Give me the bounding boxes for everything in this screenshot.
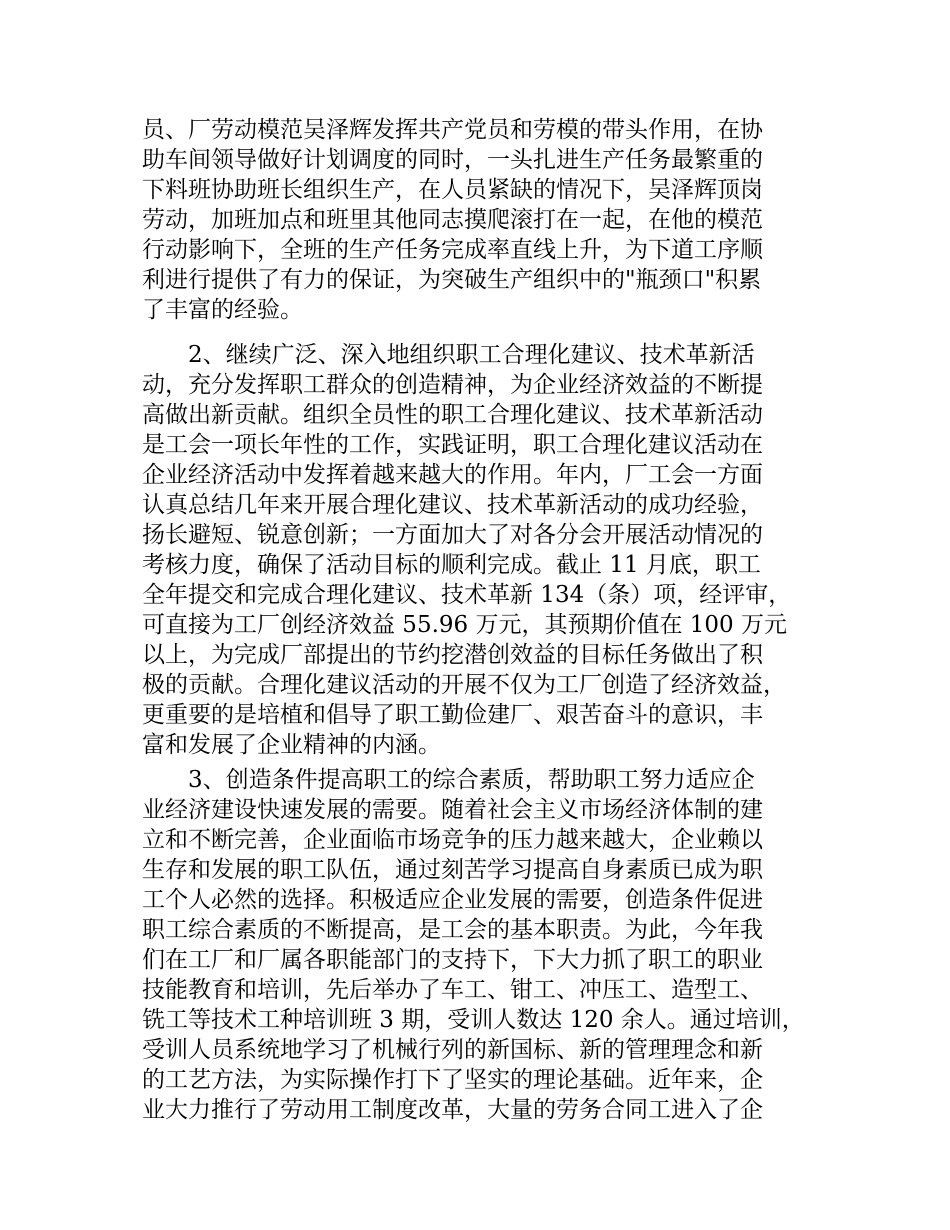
text-line: 铣工等技术工种培训班 3 期，受训人数达 120 余人。通过培训， (142, 1007, 805, 1033)
text-line: 2、继续广泛、深入地组织职工合理化建议、技术革新活 (142, 342, 755, 368)
text-line: 们在工厂和厂属各职能部门的支持下，下大力抓了职工的职业 (142, 947, 763, 973)
text-line: 业大力推行了劳动用工制度改革，大量的劳务合同工进入了企 (142, 1097, 763, 1123)
text-line: 富和发展了企业精神的内涵。 (142, 732, 441, 758)
text-line: 生存和发展的职工队伍，通过刻苦学习提高自身素质已成为职 (142, 857, 763, 883)
text-line: 下料班协助班长组织生产，在人员紧缺的情况下，吴泽辉顶岗 (142, 177, 763, 203)
text-line: 认真总结几年来开展合理化建议、技术革新活动的成功经验， (142, 492, 763, 518)
paragraph-3 (142, 765, 832, 1125)
text-line: 立和不断完善，企业面临市场竞争的压力越来越大，企业赖以 (142, 827, 763, 853)
text-line: 是工会一项长年性的工作，实践证明，职工合理化建议活动在 (142, 432, 763, 458)
text-line: 员、厂劳动模范吴泽辉发挥共产党员和劳模的带头作用，在协 (142, 117, 763, 143)
text-line: 了丰富的经验。 (142, 297, 303, 323)
text-line: 业经济建设快速发展的需要。随着社会主义市场经济体制的建 (142, 797, 763, 823)
text-line: 助车间领导做好计划调度的同时，一头扎进生产任务最繁重的 (142, 147, 763, 173)
text-line: 企业经济活动中发挥着越来越大的作用。年内，厂工会一方面 (142, 462, 763, 488)
text-line: 高做出新贡献。组织全员性的职工合理化建议、技术革新活动 (142, 402, 763, 428)
text-line: 更重要的是培植和倡导了职工勤俭建厂、艰苦奋斗的意识，丰 (142, 702, 763, 728)
text-line: 可直接为工厂创经济效益 55.96 万元，其预期价值在 100 万元 (142, 612, 787, 638)
text-line: 工个人必然的选择。积极适应企业发展的需要，创造条件促进 (142, 887, 763, 913)
text-line: 考核力度，确保了活动目标的顺利完成。截止 11 月底，职工 (142, 552, 761, 578)
text-line: 利进行提供了有力的保证，为突破生产组织中的"瓶颈口"积累 (142, 267, 762, 293)
text-line: 极的贡献。合理化建议活动的开展不仅为工厂创造了经济效益， (142, 672, 786, 698)
text-line: 劳动，加班加点和班里其他同志摸爬滚打在一起，在他的模范 (142, 207, 763, 233)
text-line: 受训人员系统地学习了机械行列的新国标、新的管理理念和新 (142, 1037, 763, 1063)
paragraph-2 (142, 340, 832, 760)
text-line: 的工艺方法，为实际操作打下了坚实的理论基础。近年来，企 (142, 1067, 763, 1093)
text-line: 以上，为完成厂部提出的节约挖潜创效益的目标任务做出了积 (142, 642, 763, 668)
text-line: 技能教育和培训，先后举办了车工、钳工、冲压工、造型工、 (142, 977, 763, 1003)
text-line: 扬长避短、锐意创新；一方面加大了对各分会开展活动情况的 (142, 522, 763, 548)
text-line: 职工综合素质的不断提高，是工会的基本职责。为此，今年我 (142, 917, 763, 943)
text-line: 行动影响下，全班的生产任务完成率直线上升，为下道工序顺 (142, 237, 763, 263)
text-line: 全年提交和完成合理化建议、技术革新 134（条）项，经评审， (142, 582, 792, 608)
text-line: 动，充分发挥职工群众的创造精神，为企业经济效益的不断提 (142, 372, 763, 398)
text-line: 3、创造条件提高职工的综合素质，帮助职工努力适应企 (142, 767, 755, 793)
paragraph-1 (142, 115, 832, 325)
